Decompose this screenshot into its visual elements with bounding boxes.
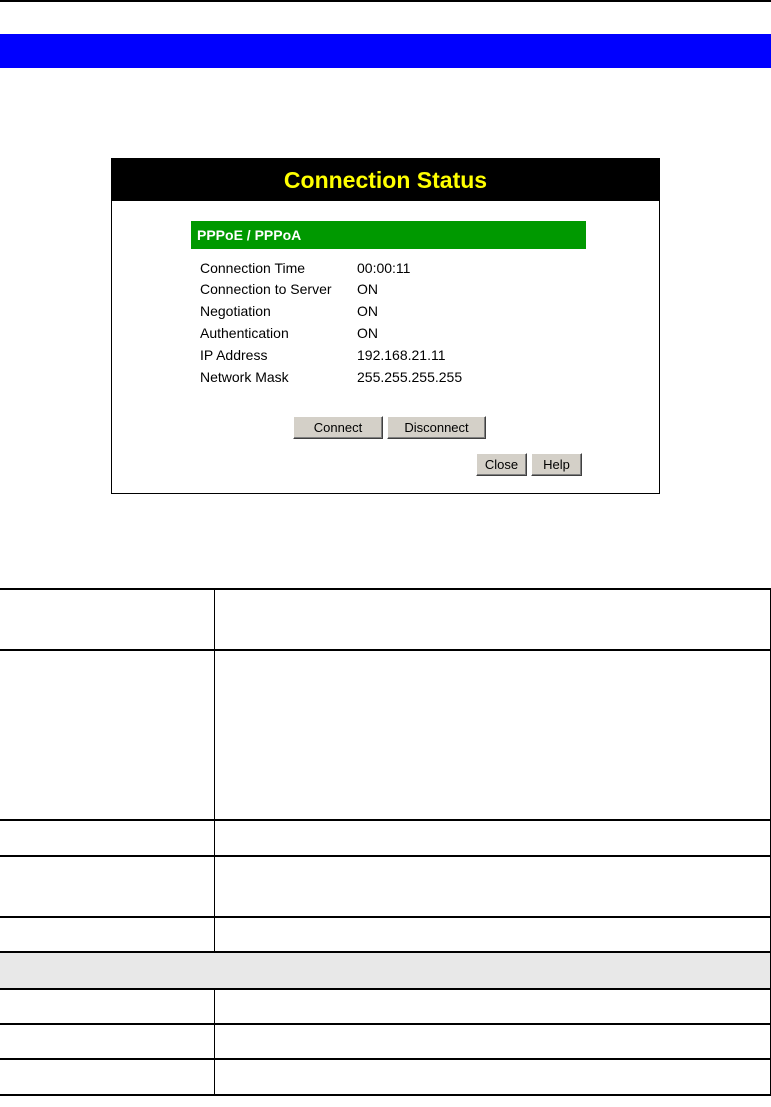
field-network-mask: [200, 367, 462, 387]
field-value: ON: [357, 325, 378, 341]
section-banner: [0, 34, 771, 68]
table-row: [0, 917, 771, 952]
table-cell: [215, 989, 771, 1024]
table-row: [0, 1024, 771, 1059]
connect-button[interactable]: Connect: [293, 416, 383, 439]
field-label: Negotiation: [200, 303, 271, 319]
field-value: 192.168.21.11: [357, 347, 446, 363]
field-ip-address: [200, 345, 446, 365]
table-row: [0, 650, 771, 820]
table-cell: [215, 820, 771, 856]
shaded-header-cell: [0, 952, 771, 989]
table-row: [0, 989, 771, 1024]
field-value: 255.255.255.255: [357, 369, 463, 385]
field-label: IP Address: [200, 347, 268, 363]
table-cell: [215, 650, 771, 820]
field-negotiation: [200, 301, 378, 321]
dialog-title: Connection Status: [112, 159, 659, 201]
field-authentication: [200, 323, 378, 343]
table-row: [0, 820, 771, 856]
field-label: Network Mask: [200, 369, 289, 385]
field-label: Authentication: [200, 325, 289, 341]
table-cell: [0, 589, 215, 650]
table-cell: [0, 917, 215, 952]
table-cell: [215, 1059, 771, 1095]
close-button[interactable]: Close: [476, 453, 527, 476]
table-cell: [0, 1024, 215, 1059]
table-cell: [0, 989, 215, 1024]
table-cell: [215, 856, 771, 917]
field-label: Connection Time: [200, 260, 306, 276]
help-button[interactable]: Help: [531, 453, 582, 476]
field-label: Connection to Server: [200, 281, 332, 297]
field-connection-to-server: [200, 279, 378, 299]
section-header: PPPoE / PPPoA: [191, 221, 586, 249]
table-row: [0, 1059, 771, 1095]
table-row: [0, 856, 771, 917]
table-cell: [0, 1059, 215, 1095]
table-row-shaded: [0, 952, 771, 989]
table-row: [0, 589, 771, 650]
table-cell: [0, 856, 215, 917]
field-value: ON: [357, 281, 378, 297]
top-rule: [0, 0, 771, 2]
table-cell: [215, 917, 771, 952]
table-cell: [215, 1024, 771, 1059]
table-cell: [0, 650, 215, 820]
table-cell: [215, 589, 771, 650]
info-table: [0, 588, 771, 1096]
table-cell: [0, 820, 215, 856]
connection-status-dialog: [111, 158, 660, 494]
disconnect-button[interactable]: Disconnect: [387, 416, 486, 439]
field-value: 00:00:11: [357, 260, 411, 276]
field-connection-time: [200, 258, 410, 278]
field-value: ON: [357, 303, 378, 319]
